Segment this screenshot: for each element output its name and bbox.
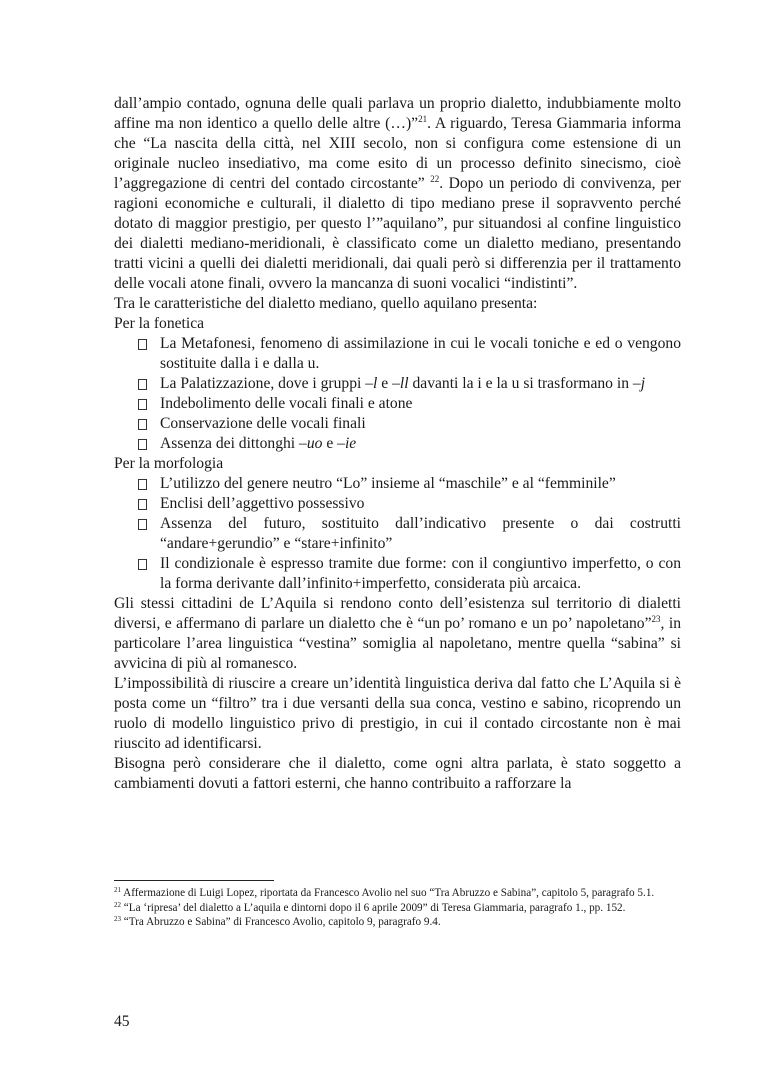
body-text bbox=[114, 94, 681, 794]
italic-term: –uo bbox=[299, 435, 323, 452]
footnote-21 bbox=[114, 886, 681, 901]
italic-term: –l bbox=[365, 375, 378, 392]
bullet-box-icon bbox=[138, 519, 147, 530]
footnotes bbox=[114, 886, 681, 930]
paragraph-cambiamenti: Bisogna però considerare che il dialetto, come ogni altra parlata, è stato soggetto a cambiamenti dovuti a fattori esterni, che hanno contribuito a rafforzare la bbox=[114, 755, 681, 792]
italic-term: –ie bbox=[337, 435, 357, 452]
list-item bbox=[114, 374, 681, 394]
bullet-box-icon bbox=[138, 479, 147, 490]
list-item bbox=[114, 514, 681, 554]
list-item-text: Conservazione delle vocali finali bbox=[160, 415, 366, 432]
footnote-22 bbox=[114, 901, 681, 916]
list-item bbox=[114, 334, 681, 374]
footnote-text: Affermazione di Luigi Lopez, riportata da Francesco Avolio nel suo “Tra Abruzzo e Sabina”, capitolo 5, paragrafo 5.1. bbox=[121, 887, 655, 899]
heading-morfologia: Per la morfologia bbox=[114, 455, 224, 472]
list-item-text: Indebolimento delle vocali finali e atone bbox=[160, 395, 413, 412]
footnote-ref-21: 21 bbox=[418, 114, 428, 124]
paragraph-intro bbox=[114, 94, 681, 294]
footnote-number: 21 bbox=[114, 886, 121, 894]
list-item-text: Assenza del futuro, sostituito dall’indicativo presente o dai costrutti “andare+gerundio” e “stare+infinito” bbox=[160, 515, 681, 552]
list-item bbox=[114, 434, 681, 454]
footnote-ref-23: 23 bbox=[651, 614, 661, 624]
list-item-text: davanti la i e la u si trasformano in bbox=[408, 375, 633, 392]
list-item bbox=[114, 554, 681, 594]
bullet-box-icon bbox=[138, 399, 147, 410]
paragraph-identita: L’impossibilità di riuscire a creare un’identità linguistica deriva dal fatto che L’Aquila si è posta come un “filtro” tra i due versanti della sua conca, vestino e sabino, ricoprendo un ruolo di modello linguistico privo di prestigio, in cui il contado circostante non è mai riuscito ad identificarsi. bbox=[114, 675, 681, 752]
page-number: 45 bbox=[114, 1013, 130, 1030]
italic-term: –j bbox=[632, 375, 646, 392]
bullet-box-icon bbox=[138, 499, 147, 510]
bullet-box-icon bbox=[138, 439, 147, 450]
bullet-box-icon bbox=[138, 559, 147, 570]
footnote-text: “La ‘ripresa’ del dialetto a L’aquila e dintorni dopo il 6 aprile 2009” di Teresa Giammaria, paragrafo 1., pp. 152. bbox=[121, 901, 626, 914]
list-item-text: e bbox=[377, 375, 393, 392]
text-run: . Dopo un periodo di convivenza, per ragioni economiche e culturali, il dialetto di tipo mediano prese il sopravvento perché dotato di maggior prestigio, per questo l’”aquilano”, pur situandosi al confine linguistico dei dialetti mediano-meridionali, è classificato come un dialetto mediano, presentando tratti vicini a quelli dei dialetti meridionali, dai quali però si differenzia per il trattamento delle vocali atone finali, ovvero la mancanza di suoni vocalici “indistinti”. bbox=[114, 175, 681, 292]
heading-fonetica: Per la fonetica bbox=[114, 315, 205, 332]
text-run: dall’ampio contado, ognuna delle quali parlava un proprio dialetto, indubbiamente molto affine ma non identico a quello delle altre (…)” bbox=[114, 95, 681, 132]
footnote-ref-22: 22 bbox=[430, 174, 440, 184]
bullet-box-icon bbox=[138, 339, 147, 350]
list-item bbox=[114, 414, 681, 434]
paragraph-characteristics: Tra le caratteristiche del dialetto mediano, quello aquilano presenta: bbox=[114, 295, 538, 312]
list-item-text: Assenza dei dittonghi bbox=[160, 435, 300, 452]
list-morfologia bbox=[114, 474, 681, 594]
footnote-separator bbox=[114, 880, 274, 881]
footnote-text: “Tra Abruzzo e Sabina” di Francesco Avolio, capitolo 9, paragrafo 9.4. bbox=[121, 916, 441, 928]
footnote-number: 23 bbox=[114, 915, 121, 923]
list-item-text: L’utilizzo del genere neutro “Lo” insieme al “maschile” e al “femminile” bbox=[160, 475, 616, 492]
list-item-text: La Metafonesi, fenomeno di assimilazione in cui le vocali toniche e ed o vengono sostituite dalla i e dalla u. bbox=[160, 335, 681, 372]
list-item-text: Il condizionale è espresso tramite due forme: con il congiuntivo imperfetto, o con la forma derivante dall’infinito+imperfetto, considerata più arcaica. bbox=[160, 555, 681, 592]
footnote-23 bbox=[114, 915, 681, 930]
list-item bbox=[114, 474, 681, 494]
list-item-text: La Palatizzazione, dove i gruppi bbox=[160, 375, 366, 392]
list-item bbox=[114, 494, 681, 514]
list-item-text: e bbox=[322, 435, 338, 452]
bullet-box-icon bbox=[138, 379, 147, 390]
bullet-box-icon bbox=[138, 419, 147, 430]
text-run: , in particolare l’area linguistica “vestina” somiglia al napoletano, mentre quella “sabina” si avvicina di più al romanesco. bbox=[114, 615, 681, 672]
paragraph-cittadini bbox=[114, 594, 681, 674]
italic-term: –ll bbox=[392, 375, 409, 392]
footnote-number: 22 bbox=[114, 900, 121, 909]
text-run: . A riguardo, Teresa Giammaria informa che “La nascita della città, nel XIII secolo, non si configura come estensione di un originale nucleo insediativo, ma come esito di un processo definito sinecismo, cioè l’aggregazione di centri del contado circostante” bbox=[114, 115, 681, 192]
list-fonetica bbox=[114, 334, 681, 454]
list-item bbox=[114, 394, 681, 414]
list-item-text: Enclisi dell’aggettivo possessivo bbox=[160, 495, 365, 512]
text-run: Gli stessi cittadini de L’Aquila si rendono conto dell’esistenza sul territorio di dialetti diversi, e affermano di parlare un dialetto che è “un po’ romano e un po’ napoletano” bbox=[114, 595, 681, 632]
